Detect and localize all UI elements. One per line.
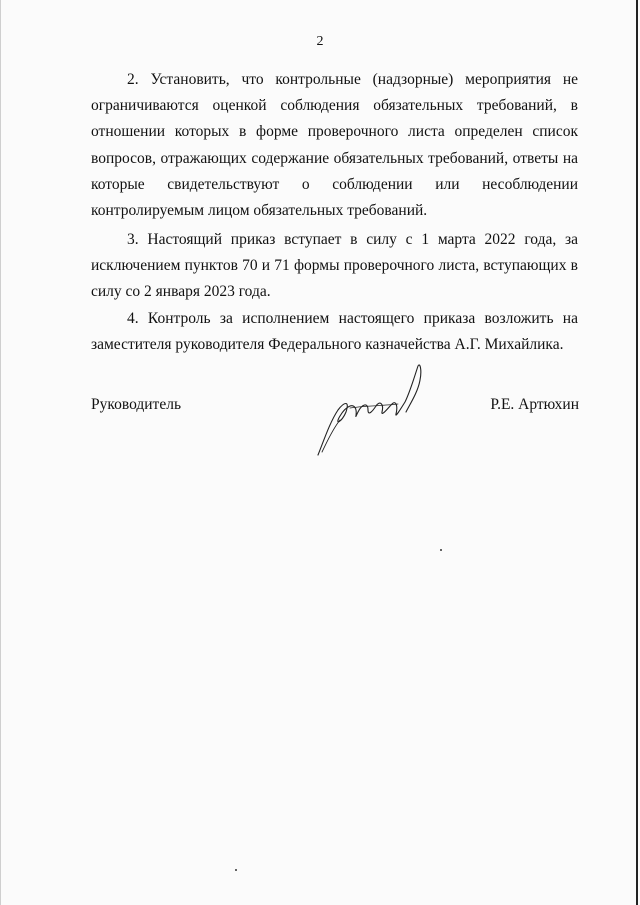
signatory-position: Руководитель [91,396,182,413]
scan-speck [235,869,237,871]
scan-edge-left [0,0,1,905]
signatory-name: Р.Е. Артюхин [490,396,579,413]
page-number: 2 [316,34,324,49]
paragraph-3: 3. Настоящий приказ вступает в силу с 1 марта 2022 года, за исключением пунктов 70 и 71 формы проверочного листа, вступающих в силу со 2 января 2023 года. [91,231,578,301]
scan-edge-right [636,0,638,905]
scan-speck [440,549,442,551]
paragraph-2: 2. Установить, что контрольные (надзорные) мероприятия не ограничиваются оценкой соблюдения обязательных требований, в отношении которых в форме проверочного листа определен список вопросов, отражающих содержание обязательных требований, ответы на которые свидетельствуют о соблюдении или несоблюдении контролируемым лицом обязательных требований. [91,71,578,220]
handwritten-signature [310,360,430,460]
paragraph-4: 4. Контроль за исполнением настоящего приказа возложить на заместителя руководителя Федерального казначейства А.Г. Михайлика. [91,310,578,354]
